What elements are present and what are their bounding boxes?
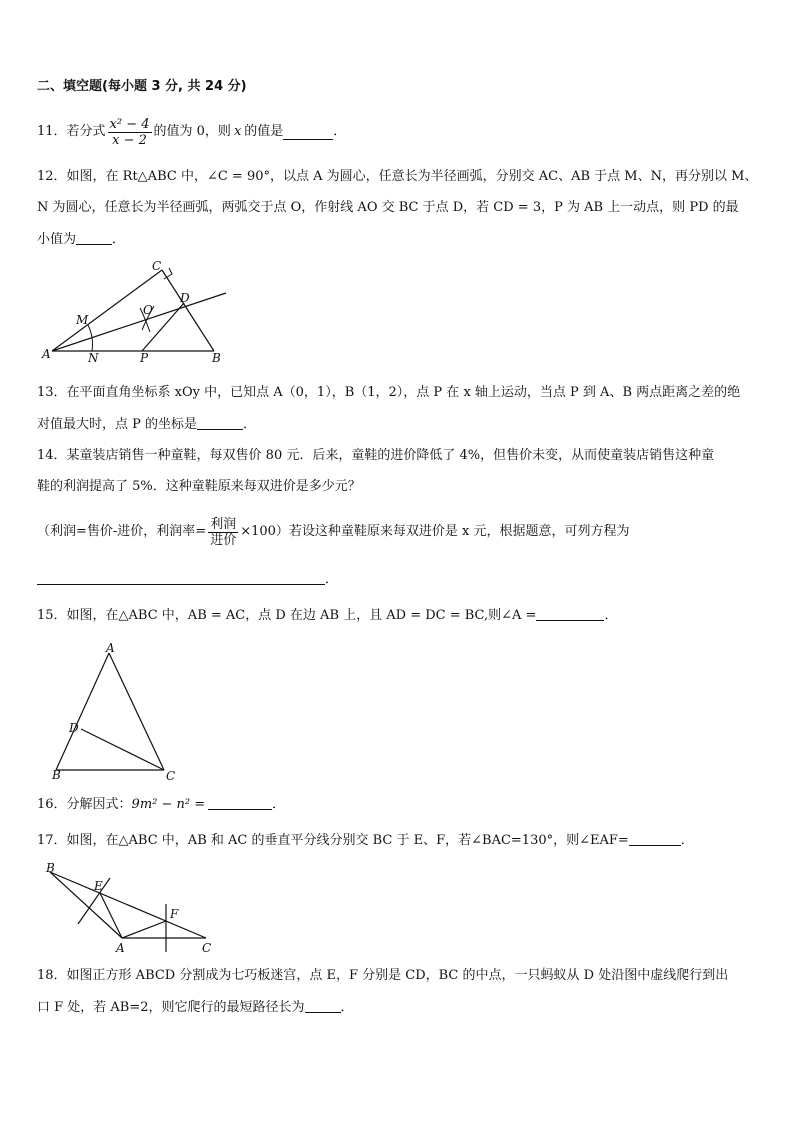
q11-frac-numerator: x² − 4 [109,116,150,132]
q17-label-F: F [170,907,179,921]
q12-answer-blank[interactable] [76,230,112,245]
q15-side-AC [109,653,164,770]
q16-answer-blank[interactable] [208,795,272,810]
q12-label-O: O [143,303,153,317]
q13-line2 [37,415,754,434]
q14-hint [37,512,754,552]
q17-text: 17．如图，在△ABC 中，AB 和 AC 的垂直平分线分别交 BC 于 E、F，若∠BAC=130°，则∠EAF= [37,833,629,848]
q15-label-A: A [106,641,115,655]
q12-label-P: P [140,351,149,365]
q18-line1: 18．如图正方形 ABCD 分割成为七巧板迷宫，点 E，F 分别是 CD，BC 的中点，一只蚂蚁从 D 处沿图中虚线爬行到出 [37,968,729,983]
q14-line2: 鞋的利润提高了 5%．这种童鞋原来每双进价是多少元？ [37,479,361,494]
q12-line3-text: 小值为 [37,232,77,247]
q14-end: ． [325,572,339,587]
q12-label-N: N [88,351,99,365]
q14-hint-fraction [208,517,238,548]
q12-side-BC [162,270,214,351]
q15-answer-blank[interactable] [536,606,604,621]
q14-answer-blank[interactable] [37,570,325,585]
q18-line2 [37,998,754,1017]
q14-hint-frac-denominator: 进价 [210,532,237,548]
q17-side-AB [50,872,122,938]
q15-label-B: B [52,768,61,782]
q15-figure [36,640,186,785]
q13-line2-text: 对值最大时，点 P 的坐标是 [37,417,198,432]
q11-prefix: 11．若分式 [37,124,106,139]
q15-label-D: D [69,721,79,735]
q13-answer-blank[interactable] [197,415,243,430]
q14-hint-frac-numerator: 利润 [210,516,237,532]
q15-segment-DC [81,729,164,770]
q11-mid: 的值为 0，则 [153,124,231,139]
q11-frac-denominator: x − 2 [112,132,147,148]
q12-label-D: D [180,291,190,305]
q17-label-B: B [46,861,55,875]
q15-side-AB [56,653,109,770]
q12-end: ． [112,232,126,247]
q12-label-C: C [152,259,162,273]
q12-label-A: A [42,347,51,361]
q18-end: ． [340,1000,354,1015]
q17-side-BC [50,872,206,938]
question-15 [37,606,754,625]
q18-line2-text: 口 F 处，若 AB=2，则它爬行的最短路径长为 [37,1000,305,1015]
q17-segment-AE [100,893,122,938]
q12-figure [36,258,231,366]
q13-line1: 13．在平面直角坐标系 xOy 中，已知点 A（0，1），B（1，2），点 P 在 x 轴上运动，当点 P 到 A、B 两点距离之差的绝 [37,385,741,400]
q16-expression: 9m² − n² = [131,797,206,812]
q15-label-C: C [166,769,176,783]
q11-variable: x [233,124,242,139]
q16-prefix: 16．分解因式： [37,797,132,812]
q17-segment-AF [122,921,166,938]
q12-line2: N 为圆心，任意长为半径画弧，两弧交于点 O，作射线 AO 交 BC 于点 D，若 CD = 3，P 为 AB 上一动点，则 PD 的最 [37,200,739,215]
q12-label-M: M [76,313,89,327]
q16-end: ． [272,797,286,812]
q11-fraction [108,117,152,148]
q12-line3 [37,230,754,249]
q17-end: ． [680,833,694,848]
q13-end: ． [243,417,257,432]
q12-line1: 12．如图，在 Rt△ABC 中，∠C = 90°，以点 A 为圆心，任意长为半径画弧，分别交 AC、AB 于点 M、N，再分别以 M、 [37,169,758,184]
q14-hint-prefix: （利润=售价-进价，利润率= [37,524,207,539]
q11-suffix: 的值是 [244,124,284,139]
q18-answer-blank[interactable] [305,998,341,1013]
q12-right-angle-mark [164,268,172,279]
section-heading: 二、填空题(每小题 3 分, 共 24 分) [37,79,247,94]
q15-text: 15．如图，在△ABC 中，AB = AC，点 D 在边 AB 上，且 AD = DC = BC,则∠A = [37,608,537,623]
question-11 [37,112,754,152]
q17-label-A: A [116,941,125,955]
q12-label-B: B [212,351,221,365]
q14-line1: 14．某童装店销售一种童鞋，每双售价 80 元．后来，童鞋的进价降低了 4%，但售价未变，从而使童装店销售这种童 [37,448,715,463]
q15-end: ． [604,608,618,623]
q11-end: ． [333,124,347,139]
q14-hint-suffix: ×100）若设这种童鞋原来每双进价是 x 元，根据题意，可列方程为 [240,524,630,539]
q17-label-E: E [94,879,103,893]
question-16 [37,795,754,814]
q11-answer-blank[interactable] [283,125,333,140]
q17-answer-blank[interactable] [629,831,681,846]
q14-answer-line [37,570,754,589]
q17-label-C: C [202,941,212,955]
question-17 [37,831,754,850]
q17-figure [36,858,221,956]
